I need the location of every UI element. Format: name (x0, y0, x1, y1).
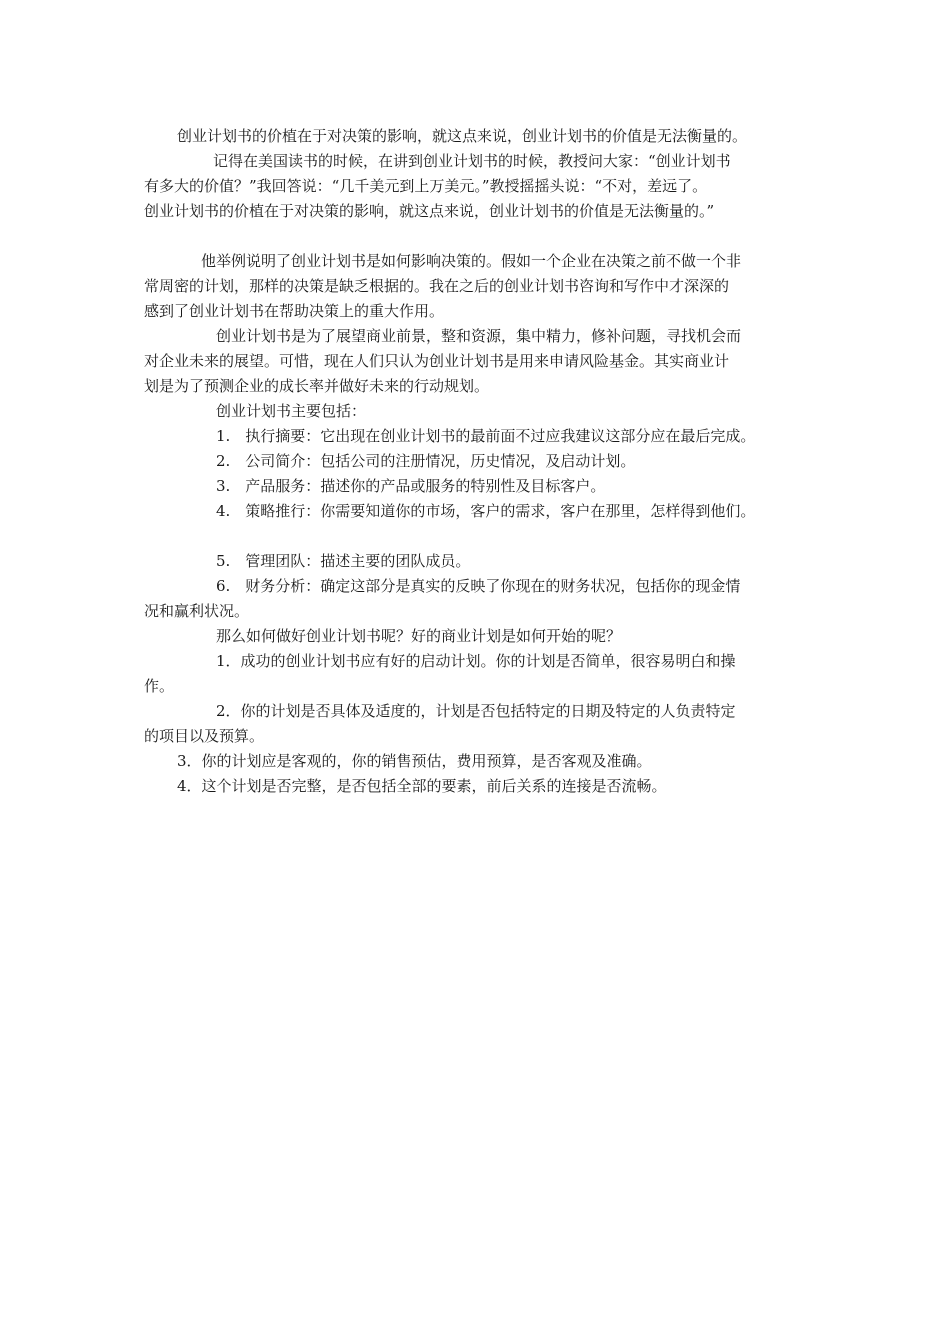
text-line: 创业计划书的价植在于对决策的影响，就这点来说，创业计划书的价值是无法衡量的。 (177, 127, 748, 145)
list-item: 3．你的计划应是客观的，你的销售预估，费用预算，是否客观及准确。 (177, 752, 652, 770)
list-item: 2．你的计划是否具体及适度的，计划是否包括特定的日期及特定的人负责特定 (216, 702, 736, 720)
text-line: 创业计划书的价植在于对决策的影响，就这点来说，创业计划书的价值是无法衡量的。” (144, 202, 715, 220)
text-line: 感到了创业计划书在帮助决策上的重大作用。 (144, 302, 445, 320)
text-line: 况和赢利状况。 (144, 602, 250, 620)
text-line: 划是为了预测企业的成长率并做好未来的行动规划。 (144, 377, 490, 395)
text-line: 作。 (144, 677, 175, 695)
list-item: 4．这个计划是否完整，是否包括全部的要素，前后关系的连接是否流畅。 (177, 777, 667, 795)
list-item: 6. 财务分析：确定这部分是真实的反映了你现在的财务状况，包括你的现金情 (216, 577, 741, 595)
text-line: 创业计划书主要包括： (216, 402, 367, 420)
text-line: 那么如何做好创业计划书呢？好的商业计划是如何开始的呢？ (216, 627, 622, 645)
text-line: 记得在美国读书的时候，在讲到创业计划书的时候，教授问大家：“创业计划书 (213, 152, 731, 170)
text-line: 对企业未来的展望。可惜，现在人们只认为创业计划书是用来申请风险基金。其实商业计 (144, 352, 730, 370)
text-line: 他举例说明了创业计划书是如何影响决策的。假如一个企业在决策之前不做一个非 (201, 252, 742, 270)
list-item: 3. 产品服务：描述你的产品或服务的特别性及目标客户。 (216, 477, 606, 495)
list-item: 5. 管理团队：描述主要的团队成员。 (216, 552, 471, 570)
text-line: 有多大的价值？”我回答说：“几千美元到上万美元。”教授摇摇头说：“不对，差远了。 (144, 177, 708, 195)
text-line: 常周密的计划，那样的决策是缺乏根据的。我在之后的创业计划书咨询和写作中才深深的 (144, 277, 730, 295)
list-item: 2. 公司简介：包括公司的注册情况，历史情况，及启动计划。 (216, 452, 636, 470)
list-item: 1．成功的创业计划书应有好的启动计划。你的计划是否简单，很容易明白和操 (216, 652, 736, 670)
text-line: 创业计划书是为了展望商业前景，整和资源，集中精力，修补问题，寻找机会而 (216, 327, 742, 345)
text-line: 的项目以及预算。 (144, 727, 265, 745)
list-item: 1. 执行摘要：它出现在创业计划书的最前面不过应我建议这部分应在最后完成。 (216, 427, 756, 445)
list-item: 4. 策略推行：你需要知道你的市场，客户的需求，客户在那里，怎样得到他们。 (216, 502, 756, 520)
